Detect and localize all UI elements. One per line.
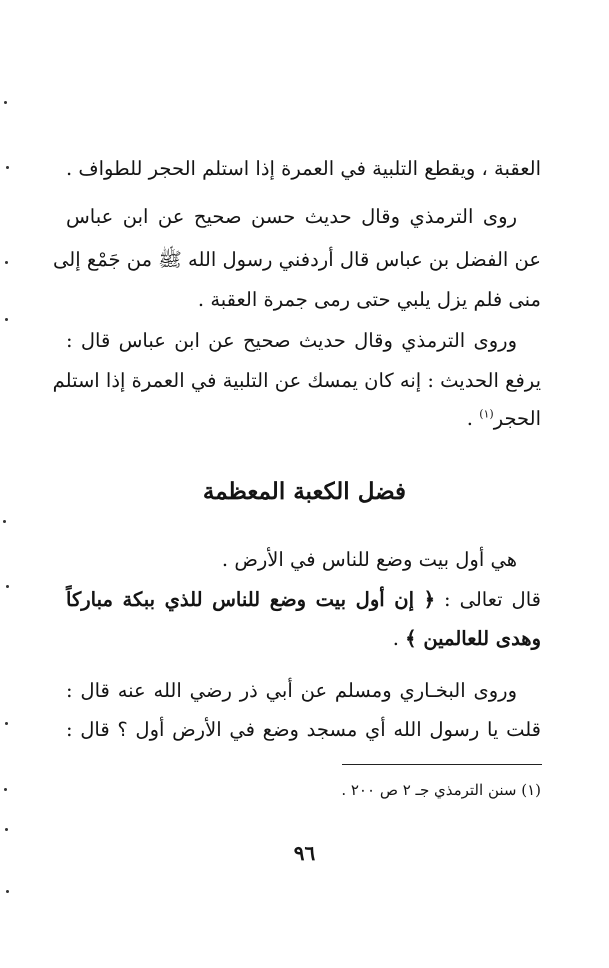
text-line-4: منى فلم يزل يلبي حتى رمى جمرة العقبة .	[197, 288, 541, 311]
scan-speck	[5, 261, 8, 264]
text-line-7	[66, 404, 541, 434]
footnote: (١) سنن الترمذي جـ ٢ ص ٢٠٠ .	[341, 781, 541, 799]
scan-speck	[4, 101, 7, 104]
scan-speck	[6, 166, 9, 169]
text-line-6: يرفع الحديث : إنه كان يمسك عن التلبية في العمرة إذا استلم	[52, 369, 541, 392]
scan-speck	[3, 520, 6, 523]
page-number: ٩٦	[293, 841, 316, 865]
scan-speck	[6, 585, 9, 588]
line-end: .	[466, 407, 480, 430]
text-line-11: وروى البخـاري ومسلم عن أبي ذر رضي الله عنه قال :	[66, 679, 517, 702]
scan-speck	[5, 828, 8, 831]
footnote-separator	[342, 764, 542, 765]
text-line-5: وروى الترمذي وقال حديث صحيح عن ابن عباس قال :	[66, 329, 517, 352]
section-heading: فضل الكعبة المعظمة	[202, 478, 407, 505]
verse-end: .	[392, 627, 406, 650]
text-line-3: عن الفضل بن عباس قال أردفني رسول الله ﷺ من جَمْع إلى	[53, 248, 541, 271]
scan-speck	[5, 318, 8, 321]
scan-speck	[6, 890, 9, 893]
footnote-marker: (١)	[479, 407, 494, 421]
text-line-8: هي أول بيت وضع للناس في الأرض .	[221, 548, 517, 571]
text-line-9	[66, 585, 541, 615]
text-line-10	[66, 624, 541, 654]
scan-speck	[4, 788, 7, 791]
scan-speck	[5, 722, 8, 725]
text-line-12: قلت يا رسول الله أي مسجد وضع في الأرض أول ؟ قال :	[66, 718, 541, 741]
quran-verse-part-1: ﴿ إن أول بيت وضع للناس للذي ببكة مباركاً	[66, 588, 436, 611]
text-line-2: روى الترمذي وقال حديث حسن صحيح عن ابن عباس	[66, 205, 517, 228]
text-line-1: العقبة ، ويقطع التلبية في العمرة إذا استلم الحجر للطواف .	[65, 157, 541, 180]
quran-verse-part-2: وهدى للعالمين ﴾	[405, 627, 541, 650]
verse-intro: قال تعالى :	[444, 588, 541, 611]
text-word-hajar: الحجر	[493, 407, 541, 430]
